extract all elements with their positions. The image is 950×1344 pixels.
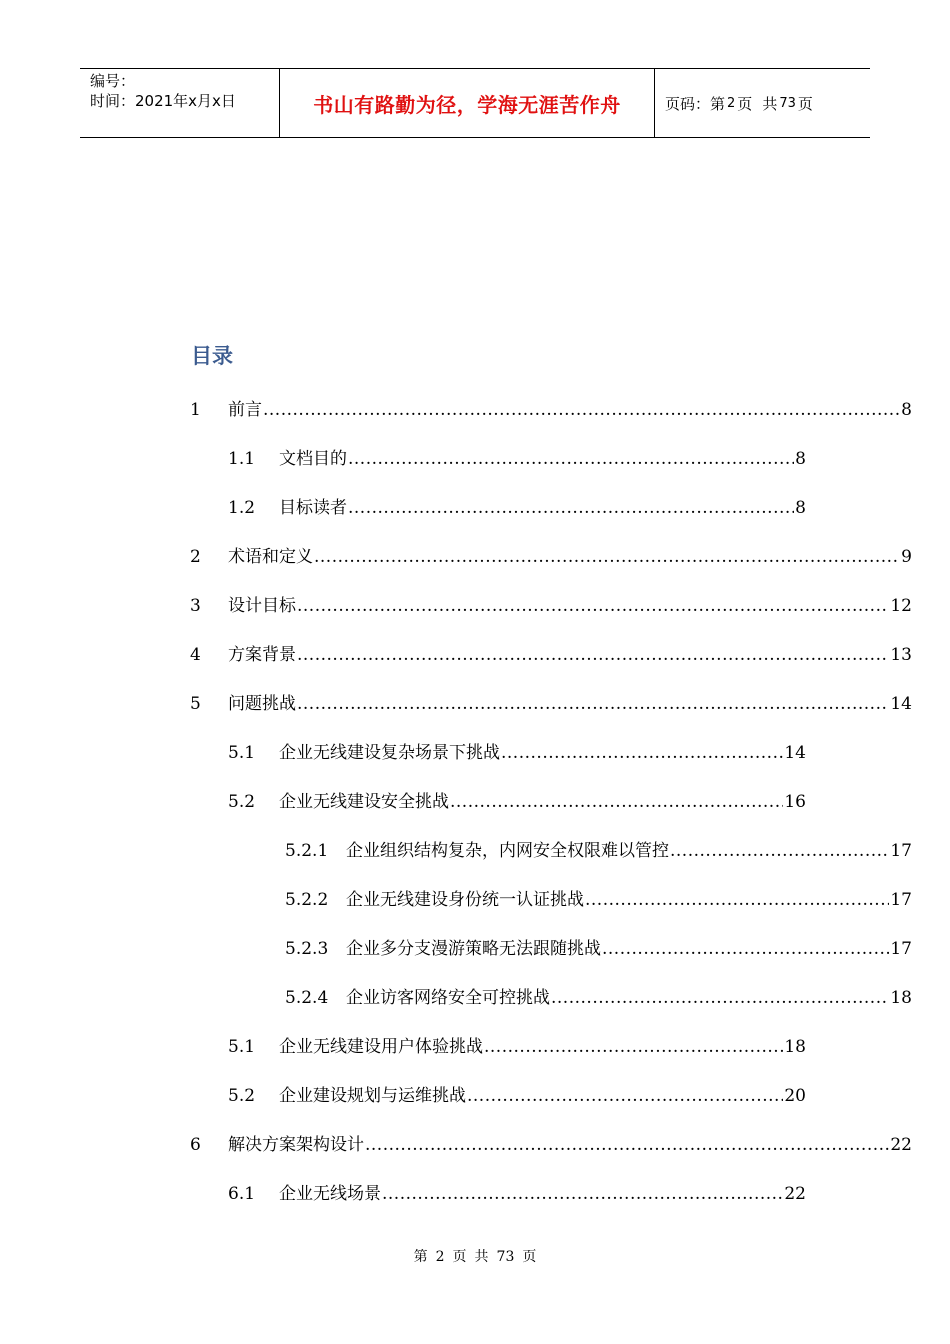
header-motto: 书山有路勤为径，学海无涯苦作舟 [280, 69, 655, 137]
toc-dot-leader [585, 888, 889, 912]
toc-entry-title: 方案背景 [228, 645, 296, 665]
toc-dot-leader [670, 839, 889, 863]
toc-entry-page: 14 [784, 743, 806, 763]
toc-entry-page: 13 [890, 645, 912, 665]
toc-title: 目录 [191, 344, 233, 368]
toc-entry-title: 企业无线建设复杂场景下挑战 [279, 743, 500, 763]
toc-dot-leader [382, 1182, 783, 1206]
toc-entry[interactable] [228, 741, 806, 765]
toc-entry-title: 问题挑战 [228, 694, 296, 714]
toc-entry-number: 5.2 [228, 792, 256, 812]
toc-entry[interactable] [190, 594, 912, 618]
toc-entry-number: 2 [190, 547, 201, 567]
toc-entry-number: 1 [190, 400, 201, 420]
toc-entry-number: 5.2.4 [285, 988, 329, 1008]
toc-entry-number: 5.1 [228, 743, 256, 763]
toc-entry-number: 3 [190, 596, 201, 616]
toc-entry[interactable] [228, 1182, 806, 1206]
toc-dot-leader [467, 1084, 783, 1108]
toc-entry-page: 14 [890, 694, 912, 714]
toc-entry-page: 22 [784, 1184, 806, 1204]
toc-entry-page: 22 [890, 1135, 912, 1155]
page-header [80, 68, 870, 138]
toc-entry[interactable] [190, 643, 912, 667]
toc-entry-page: 17 [890, 890, 912, 910]
page-unit: 页 [737, 94, 753, 113]
toc-dot-leader [314, 545, 900, 569]
toc-dot-leader [501, 741, 783, 765]
total-unit: 页 [797, 94, 813, 113]
toc-entry[interactable] [190, 545, 912, 569]
toc-entry-number: 4 [190, 645, 201, 665]
toc-entry-title: 前言 [228, 400, 262, 420]
toc-entry[interactable] [228, 447, 806, 471]
toc-entry-number: 6 [190, 1135, 201, 1155]
toc-entry-page: 8 [795, 498, 806, 518]
toc-dot-leader [551, 986, 889, 1010]
toc-entry-title: 企业无线场景 [279, 1184, 381, 1204]
toc-entry-number: 1.2 [228, 498, 256, 518]
toc-entry-title: 企业组织结构复杂，内网安全权限难以管控 [346, 841, 669, 861]
toc-entry-page: 12 [890, 596, 912, 616]
toc-entry-page: 9 [901, 547, 912, 567]
toc-entry[interactable] [228, 496, 806, 520]
toc-dot-leader [297, 594, 889, 618]
toc-dot-leader [450, 790, 783, 814]
toc-entry-number: 1.1 [228, 449, 256, 469]
document-number-label: 编号： [90, 72, 136, 90]
toc-entry-number: 5.2.3 [285, 939, 329, 959]
footer-total-prefix: 共 [474, 1249, 489, 1265]
toc-dot-leader [297, 643, 889, 667]
toc-entry-page: 17 [890, 841, 912, 861]
toc-entry[interactable] [228, 1035, 806, 1059]
toc-entry-page: 16 [784, 792, 806, 812]
toc-dot-leader [348, 496, 794, 520]
page-footer [0, 1246, 950, 1266]
toc-entry[interactable] [285, 839, 912, 863]
toc-entry-number: 5.2 [228, 1086, 256, 1106]
toc-entry-number: 5.1 [228, 1037, 256, 1057]
toc-entry-title: 企业多分支漫游策略无法跟随挑战 [346, 939, 601, 959]
toc-entry-number: 6.1 [228, 1184, 256, 1204]
toc-entry-page: 18 [890, 988, 912, 1008]
toc-entry-title: 设计目标 [228, 596, 296, 616]
toc-dot-leader [297, 692, 889, 716]
document-time-label: 时间：2021年x月x日 [90, 92, 236, 110]
page-current: 2 [727, 95, 736, 111]
header-page-info [655, 69, 870, 137]
toc-entry-title: 企业无线建设安全挑战 [279, 792, 449, 812]
toc-entry-page: 8 [901, 400, 912, 420]
footer-prefix: 第 [413, 1249, 428, 1265]
toc-entry[interactable] [285, 986, 912, 1010]
toc-entry-page: 8 [795, 449, 806, 469]
toc-dot-leader [365, 1133, 889, 1157]
total-prefix: 共 [762, 94, 778, 113]
toc-dot-leader [602, 937, 889, 961]
page-label-prefix: 页码：第 [665, 94, 726, 113]
toc-entry-page: 17 [890, 939, 912, 959]
footer-unit1: 页 [452, 1249, 467, 1265]
toc-dot-leader [263, 398, 900, 422]
toc-entry-page: 20 [784, 1086, 806, 1106]
toc-dot-leader [348, 447, 794, 471]
page-total: 73 [779, 95, 796, 111]
toc-entry-page: 18 [784, 1037, 806, 1057]
toc-entry-title: 企业无线建设用户体验挑战 [279, 1037, 483, 1057]
toc-dot-leader [484, 1035, 783, 1059]
toc-entry[interactable] [228, 1084, 806, 1108]
toc-entry-number: 5.2.1 [285, 841, 329, 861]
toc-entry-number: 5.2.2 [285, 890, 329, 910]
toc-entry-title: 企业访客网络安全可控挑战 [346, 988, 550, 1008]
header-meta [80, 69, 280, 137]
toc-entry[interactable] [190, 692, 912, 716]
toc-entry[interactable] [285, 888, 912, 912]
toc-entry-number: 5 [190, 694, 201, 714]
footer-total: 73 [496, 1249, 515, 1265]
footer-unit2: 页 [522, 1249, 537, 1265]
toc-entry-title: 术语和定义 [228, 547, 313, 567]
toc-entry[interactable] [228, 790, 806, 814]
toc-entry-title: 企业建设规划与运维挑战 [279, 1086, 466, 1106]
toc-entry-title: 目标读者 [279, 498, 347, 518]
toc-entry[interactable] [190, 1133, 912, 1157]
toc-entry-title: 解决方案架构设计 [228, 1135, 364, 1155]
toc-entry-title: 企业无线建设身份统一认证挑战 [346, 890, 584, 910]
toc-entry-title: 文档目的 [279, 449, 347, 469]
toc-entry[interactable] [285, 937, 912, 961]
footer-current: 2 [435, 1249, 445, 1265]
toc-entry[interactable] [190, 398, 912, 422]
